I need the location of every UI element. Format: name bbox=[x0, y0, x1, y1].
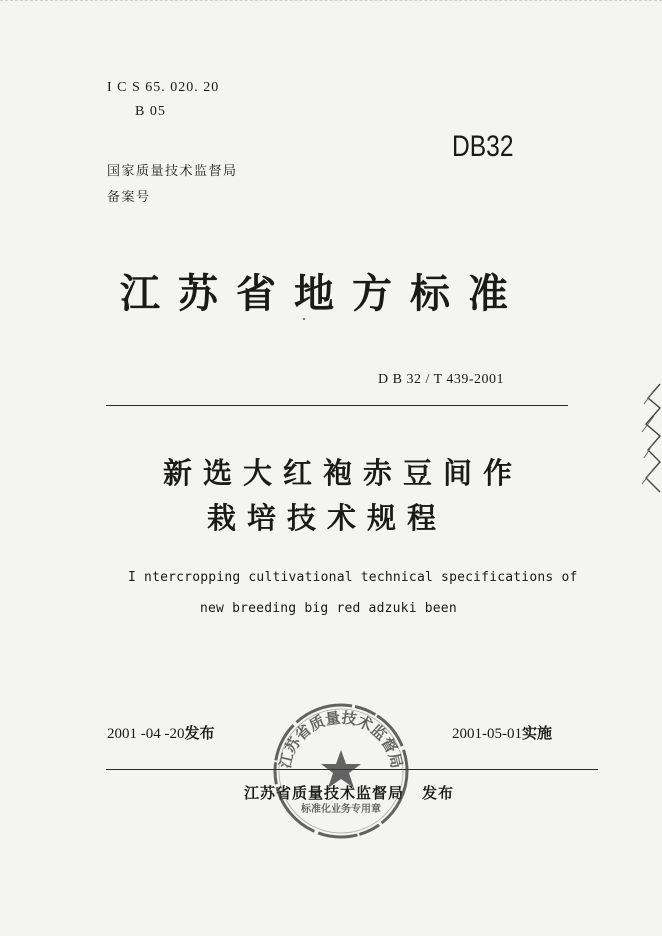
seal-star-icon bbox=[321, 750, 361, 788]
db-code: DB32 bbox=[452, 130, 514, 163]
speck bbox=[303, 318, 305, 320]
document-title-en-line1: I ntercropping cultivational technical specifications of bbox=[128, 570, 578, 585]
seal-outer-text: 江苏省质量技术监督局 bbox=[276, 708, 406, 770]
standard-number: D B 32 / T 439-2001 bbox=[378, 372, 505, 387]
document-title-cn-line2: 栽培技术规程 bbox=[206, 501, 447, 535]
implementation-date: 2001-05-01 bbox=[452, 726, 522, 742]
issue-date: 2001 -04 -20 bbox=[107, 726, 185, 742]
official-seal-stamp bbox=[270, 700, 412, 842]
ccs-code: B 05 bbox=[135, 104, 166, 119]
filing-number-label: 备案号 bbox=[107, 190, 151, 205]
main-title: 江苏省地方标准 bbox=[120, 271, 526, 317]
seal-inner-text: 标准化业务专用章 bbox=[301, 804, 381, 815]
issuer-label: 发布 bbox=[422, 784, 455, 802]
implementation-label: 实施 bbox=[522, 724, 553, 742]
issuer-name: 江苏省质量技术监督局 bbox=[244, 784, 405, 802]
implementation-date-row bbox=[452, 722, 552, 743]
divider-top bbox=[106, 405, 568, 406]
document-title-en-line2: new breeding big red adzuki been bbox=[200, 601, 457, 616]
issue-date-row bbox=[107, 722, 215, 743]
issue-label: 发布 bbox=[184, 724, 215, 742]
document-title-cn-line1: 新选大红袍赤豆间作 bbox=[162, 456, 523, 490]
filing-agency: 国家质量技术监督局 bbox=[107, 164, 238, 179]
ics-code: I C S 65. 020. 20 bbox=[107, 80, 220, 95]
